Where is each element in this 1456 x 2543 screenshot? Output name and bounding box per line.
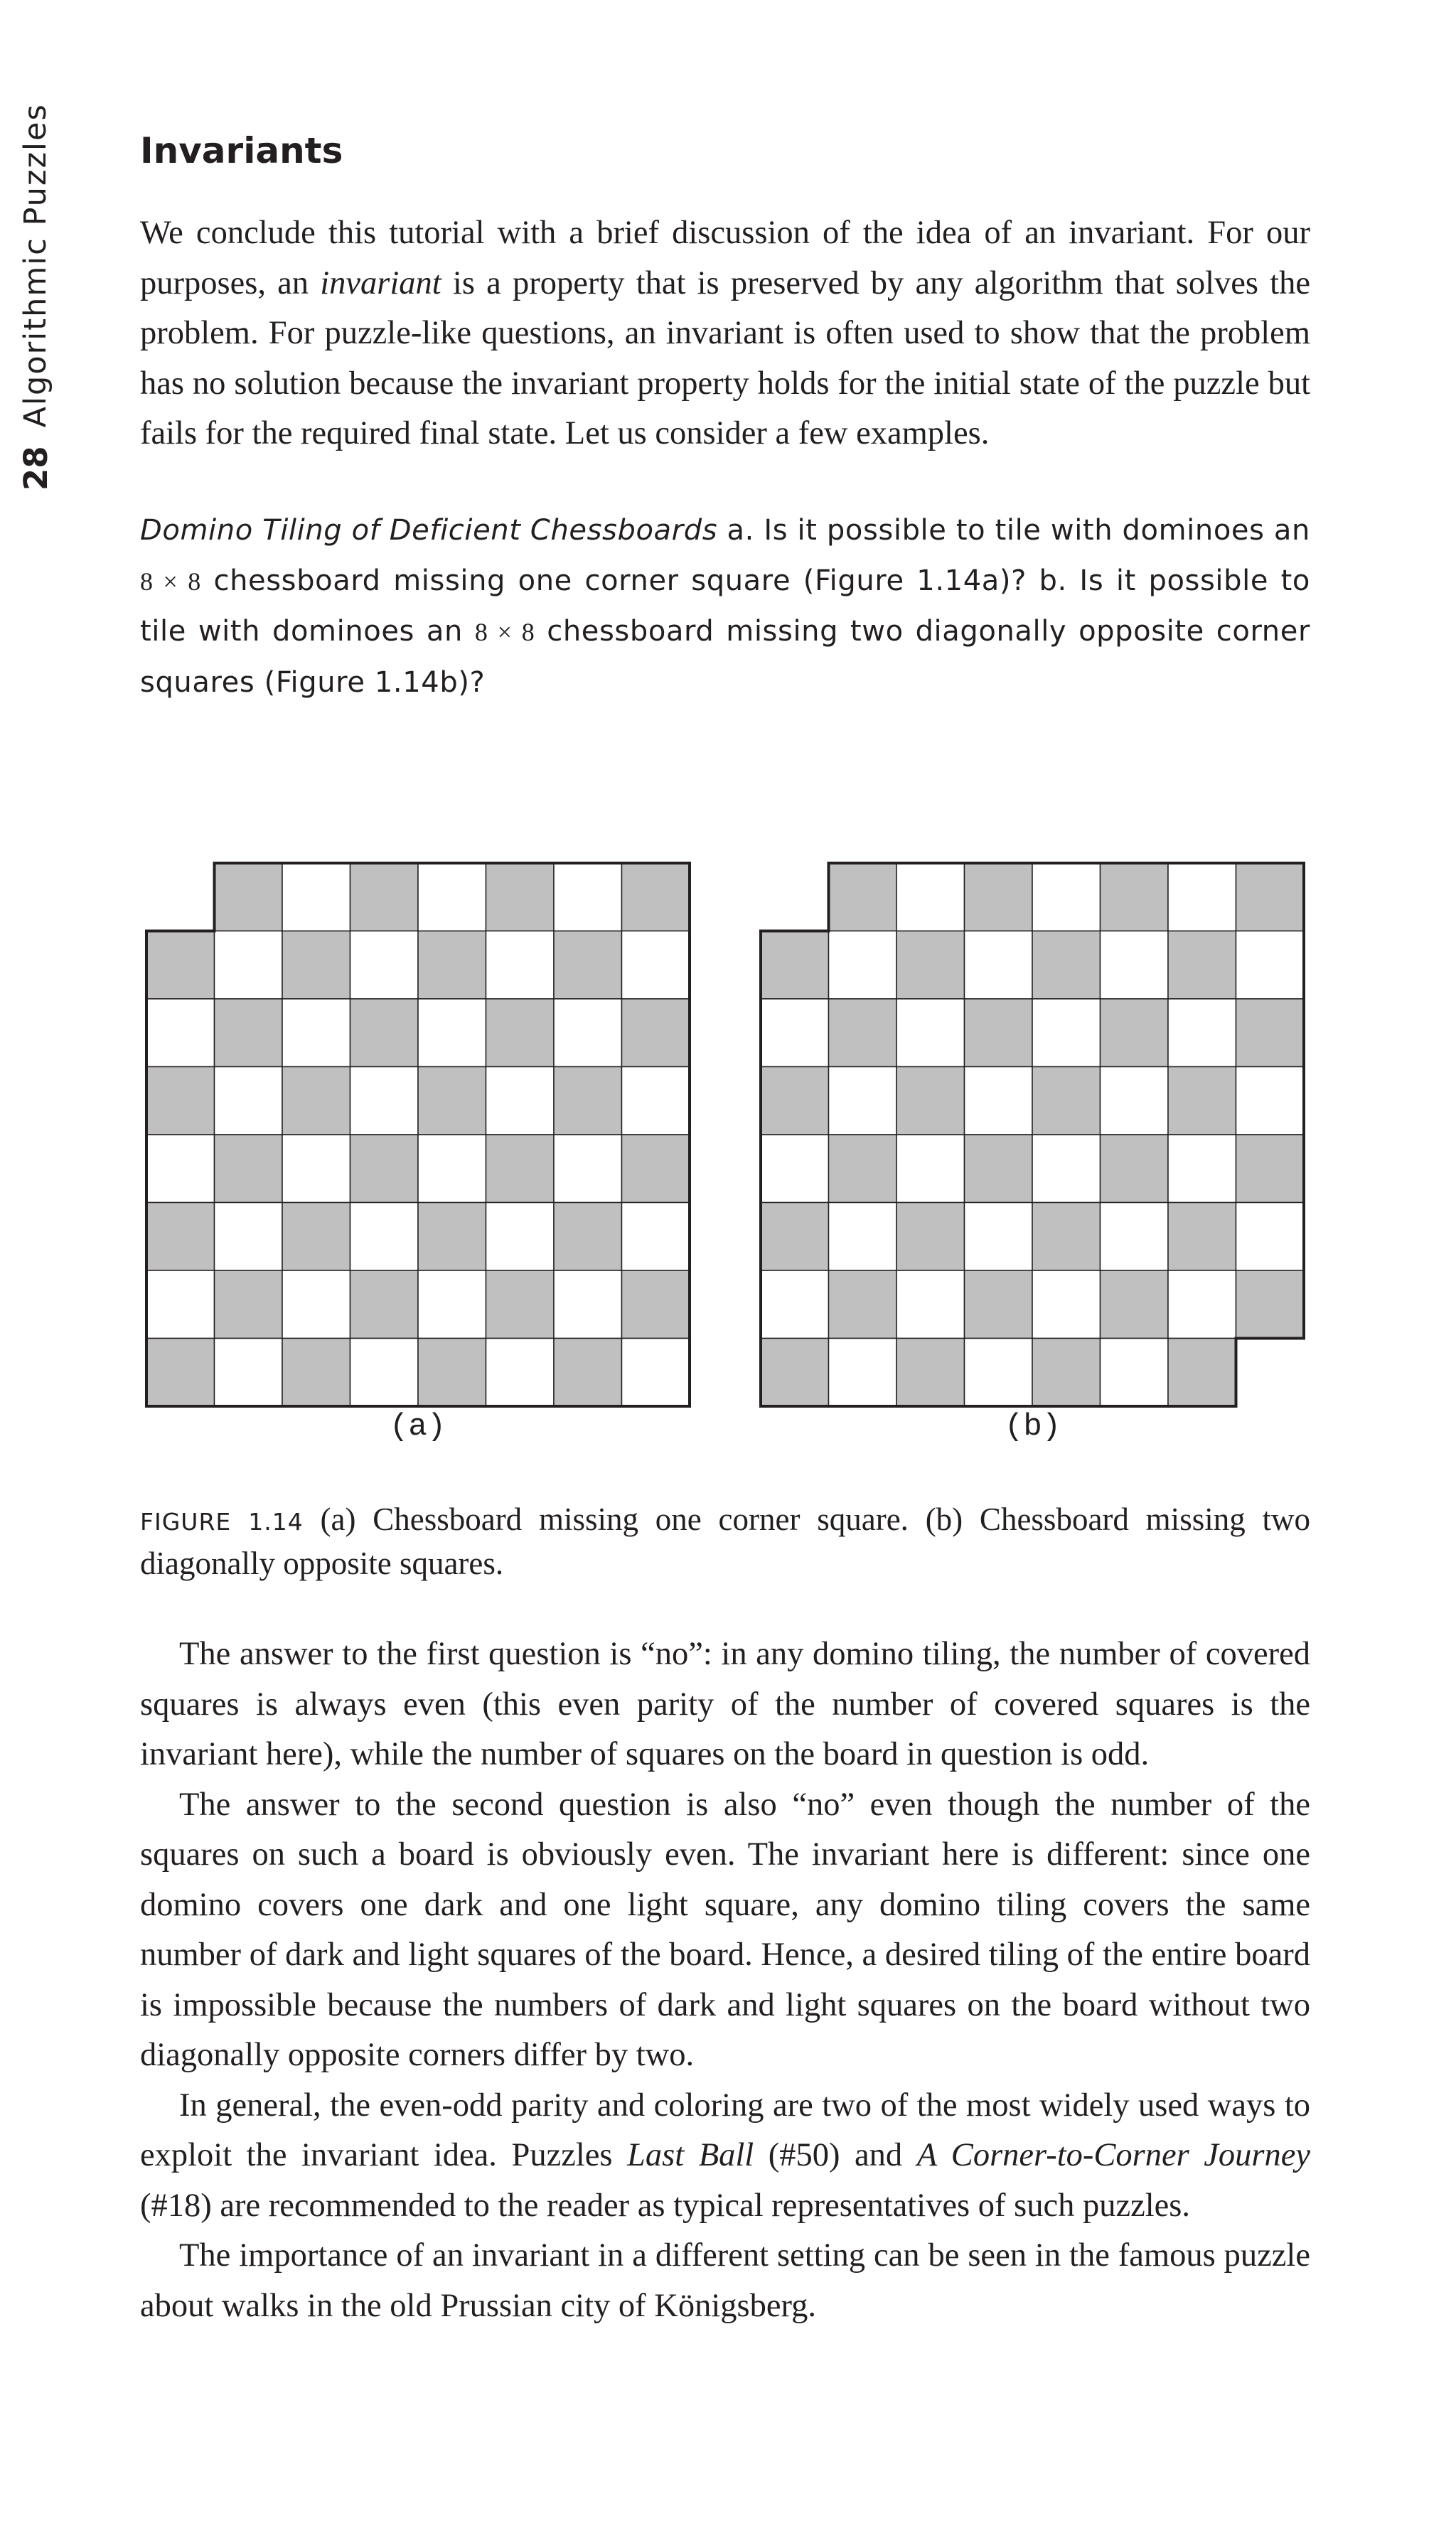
dark-square bbox=[896, 1339, 965, 1407]
dark-square bbox=[486, 1135, 555, 1203]
light-square bbox=[1168, 863, 1236, 931]
dark-square bbox=[761, 1339, 829, 1407]
dark-square bbox=[350, 1270, 419, 1339]
problem-text-2: chessboard missing one corner square (Figure 1.14a)? b. Is it possible to tile with dominoes an bbox=[140, 564, 1310, 648]
light-square bbox=[1236, 1203, 1305, 1271]
dark-square bbox=[965, 999, 1033, 1067]
light-square bbox=[282, 1270, 350, 1339]
light-square bbox=[761, 999, 829, 1067]
light-square bbox=[829, 1339, 897, 1407]
light-square bbox=[761, 1135, 829, 1203]
dark-square bbox=[418, 1203, 486, 1271]
dark-square bbox=[1168, 1067, 1236, 1135]
problem-text-3: chessboard missing two diagonally opposite corner squares (Figure 1.14b)? bbox=[140, 615, 1310, 699]
light-square bbox=[215, 1067, 283, 1135]
intro-text-2: is a property that is preserved by any algorithm that solves the problem. For puzzle-like questions, an invariant is often used to show that the problem has no solution because the invariant property holds for the initial state of the puzzle but fails for the required final state. Let us consider a few examples. bbox=[140, 264, 1310, 451]
dark-square bbox=[215, 1270, 283, 1339]
light-square bbox=[896, 999, 965, 1067]
dark-square bbox=[486, 1270, 555, 1339]
figure-caption bbox=[140, 1499, 1310, 1584]
dark-square bbox=[1032, 1203, 1101, 1271]
light-square bbox=[1101, 1067, 1169, 1135]
caption-text: (a) Chessboard missing one corner square. (b) Chessboard missing two diagonally opposite squares. bbox=[140, 1501, 1310, 1581]
light-square bbox=[1032, 863, 1101, 931]
light-square bbox=[1101, 1339, 1169, 1407]
paragraph-3-text-2: (#50) and bbox=[754, 2137, 917, 2173]
paragraph-2: The answer to the second question is also “no” even though the number of the squares on such a board is obviously even. The invariant here is different: since one domino covers one dark and one light square, any domino tiling covers the same number of dark and light squares of the board. Hence, a desired tiling of the entire board is impossible because the numbers of dark and light squares on the board without two diagonally opposite corners differ by two. bbox=[140, 1786, 1310, 2073]
dark-square bbox=[1168, 1203, 1236, 1271]
dark-square bbox=[622, 863, 690, 931]
dark-square bbox=[965, 1135, 1033, 1203]
dark-square bbox=[282, 1339, 350, 1407]
light-square bbox=[486, 1203, 555, 1271]
light-square bbox=[1168, 1135, 1236, 1203]
body-text bbox=[140, 1629, 1310, 2331]
dark-square bbox=[896, 931, 965, 1000]
light-square bbox=[146, 999, 215, 1067]
light-square bbox=[1168, 999, 1236, 1067]
dark-square bbox=[1236, 863, 1305, 931]
dark-square bbox=[829, 1135, 897, 1203]
dark-square bbox=[146, 1203, 215, 1271]
light-square bbox=[215, 1203, 283, 1271]
dark-square bbox=[1101, 999, 1169, 1067]
dark-square bbox=[761, 931, 829, 1000]
dark-square bbox=[1168, 1339, 1236, 1407]
dark-square bbox=[350, 1135, 419, 1203]
dark-square bbox=[486, 999, 555, 1067]
dark-square bbox=[215, 863, 283, 931]
dark-square bbox=[554, 1203, 622, 1271]
light-square bbox=[965, 1203, 1033, 1271]
dark-square bbox=[622, 1270, 690, 1339]
light-square bbox=[282, 863, 350, 931]
paragraph-3-text-3: (#18) are recommended to the reader as typical representatives of such puzzles. bbox=[140, 2187, 1191, 2224]
dark-square bbox=[146, 931, 215, 1000]
paragraph-1: The answer to the first question is “no”: in any domino tiling, the number of covered squares is always even (this even parity of the number of covered squares is the invariant here), while the number of squares on the board in question is odd. bbox=[140, 1636, 1310, 1772]
light-square bbox=[418, 1135, 486, 1203]
light-square bbox=[622, 931, 690, 1000]
light-square bbox=[829, 1203, 897, 1271]
dark-square bbox=[761, 1203, 829, 1271]
dark-square bbox=[761, 1067, 829, 1135]
puzzle-name-corner-journey: A Corner-to-Corner Journey bbox=[916, 2137, 1311, 2173]
light-square bbox=[418, 1270, 486, 1339]
dark-square bbox=[965, 1270, 1033, 1339]
dark-square bbox=[554, 931, 622, 1000]
dark-square bbox=[282, 931, 350, 1000]
dark-square bbox=[829, 999, 897, 1067]
light-square bbox=[965, 931, 1033, 1000]
dark-square bbox=[486, 863, 555, 931]
dark-square bbox=[622, 999, 690, 1067]
intro-term-invariant: invariant bbox=[320, 264, 441, 301]
light-square bbox=[282, 1135, 350, 1203]
light-square bbox=[829, 931, 897, 1000]
light-square bbox=[622, 1339, 690, 1407]
light-square bbox=[486, 1339, 555, 1407]
light-square bbox=[896, 1135, 965, 1203]
light-square bbox=[350, 1203, 419, 1271]
dark-square bbox=[1032, 1339, 1101, 1407]
dark-square bbox=[350, 863, 419, 931]
light-square bbox=[896, 1270, 965, 1339]
light-square bbox=[554, 1270, 622, 1339]
page-number: 28 bbox=[16, 446, 55, 491]
dark-square bbox=[1236, 999, 1305, 1067]
light-square bbox=[146, 1270, 215, 1339]
light-square bbox=[554, 1135, 622, 1203]
light-square bbox=[1236, 931, 1305, 1000]
running-head bbox=[13, 0, 58, 491]
paragraph-3-text-1: In general, the even-odd parity and coloring are two of the most widely used ways to exploit the invariant idea. Puzzles bbox=[140, 2087, 1310, 2173]
light-square bbox=[622, 1067, 690, 1135]
paragraph-4: The importance of an invariant in a different setting can be seen in the famous puzzle about walks in the old Prussian city of Königsberg. bbox=[140, 2237, 1310, 2324]
light-square bbox=[622, 1203, 690, 1271]
dark-square bbox=[418, 931, 486, 1000]
dark-square bbox=[965, 863, 1033, 931]
light-square bbox=[965, 1339, 1033, 1407]
dark-square bbox=[1101, 863, 1169, 931]
caption-label: FIGURE 1.14 bbox=[140, 1508, 304, 1536]
light-square bbox=[896, 863, 965, 931]
light-square bbox=[761, 1270, 829, 1339]
dark-square bbox=[829, 1270, 897, 1339]
light-square bbox=[215, 931, 283, 1000]
light-square bbox=[418, 999, 486, 1067]
chessboard-a bbox=[146, 863, 690, 1406]
light-square bbox=[1101, 931, 1169, 1000]
problem-title: Domino Tiling of Deficient Chessboards bbox=[140, 514, 718, 547]
dark-square bbox=[418, 1067, 486, 1135]
light-square bbox=[486, 931, 555, 1000]
dark-square bbox=[146, 1067, 215, 1135]
dark-square bbox=[146, 1339, 215, 1407]
dark-square bbox=[896, 1067, 965, 1135]
light-square bbox=[350, 931, 419, 1000]
dark-square bbox=[554, 1067, 622, 1135]
dark-square bbox=[215, 1135, 283, 1203]
light-square bbox=[554, 999, 622, 1067]
figure-label-a: (a) bbox=[390, 1409, 446, 1445]
dark-square bbox=[896, 1203, 965, 1271]
dark-square bbox=[1236, 1135, 1305, 1203]
light-square bbox=[350, 1339, 419, 1407]
dark-square bbox=[282, 1203, 350, 1271]
light-square bbox=[829, 1067, 897, 1135]
board-size-1: 8 × 8 bbox=[140, 567, 201, 596]
light-square bbox=[1032, 1135, 1101, 1203]
light-square bbox=[1032, 1270, 1101, 1339]
light-square bbox=[554, 863, 622, 931]
dark-square bbox=[554, 1339, 622, 1407]
dark-square bbox=[1168, 931, 1236, 1000]
light-square bbox=[1101, 1203, 1169, 1271]
dark-square bbox=[418, 1339, 486, 1407]
book-title: Algorithmic Puzzles bbox=[18, 103, 53, 428]
board-size-2: 8 × 8 bbox=[474, 618, 535, 646]
dark-square bbox=[1101, 1270, 1169, 1339]
light-square bbox=[146, 1135, 215, 1203]
figure-label-b: (b) bbox=[1005, 1409, 1061, 1445]
dark-square bbox=[622, 1135, 690, 1203]
light-square bbox=[1168, 1270, 1236, 1339]
intro-paragraph bbox=[140, 208, 1310, 459]
intro-text-1: We conclude this tutorial with a brief discussion of the idea of an invariant. For our purposes, an bbox=[140, 215, 1310, 301]
light-square bbox=[1032, 999, 1101, 1067]
dark-square bbox=[1032, 931, 1101, 1000]
light-square bbox=[282, 999, 350, 1067]
light-square bbox=[965, 1067, 1033, 1135]
problem-statement bbox=[140, 505, 1310, 707]
section-title: Invariants bbox=[140, 130, 343, 171]
dark-square bbox=[1236, 1270, 1305, 1339]
problem-text-1: a. Is it possible to tile with dominoes an bbox=[717, 514, 1310, 547]
puzzle-name-last-ball: Last Ball bbox=[627, 2137, 754, 2173]
figure-chessboards bbox=[135, 850, 1329, 1475]
light-square bbox=[350, 1067, 419, 1135]
chessboard-b bbox=[761, 863, 1304, 1406]
light-square bbox=[1236, 1067, 1305, 1135]
dark-square bbox=[1032, 1067, 1101, 1135]
light-square bbox=[486, 1067, 555, 1135]
dark-square bbox=[1101, 1135, 1169, 1203]
light-square bbox=[418, 863, 486, 931]
paragraph-3 bbox=[140, 2081, 1310, 2232]
light-square bbox=[215, 1339, 283, 1407]
dark-square bbox=[282, 1067, 350, 1135]
dark-square bbox=[215, 999, 283, 1067]
dark-square bbox=[829, 863, 897, 931]
dark-square bbox=[350, 999, 419, 1067]
